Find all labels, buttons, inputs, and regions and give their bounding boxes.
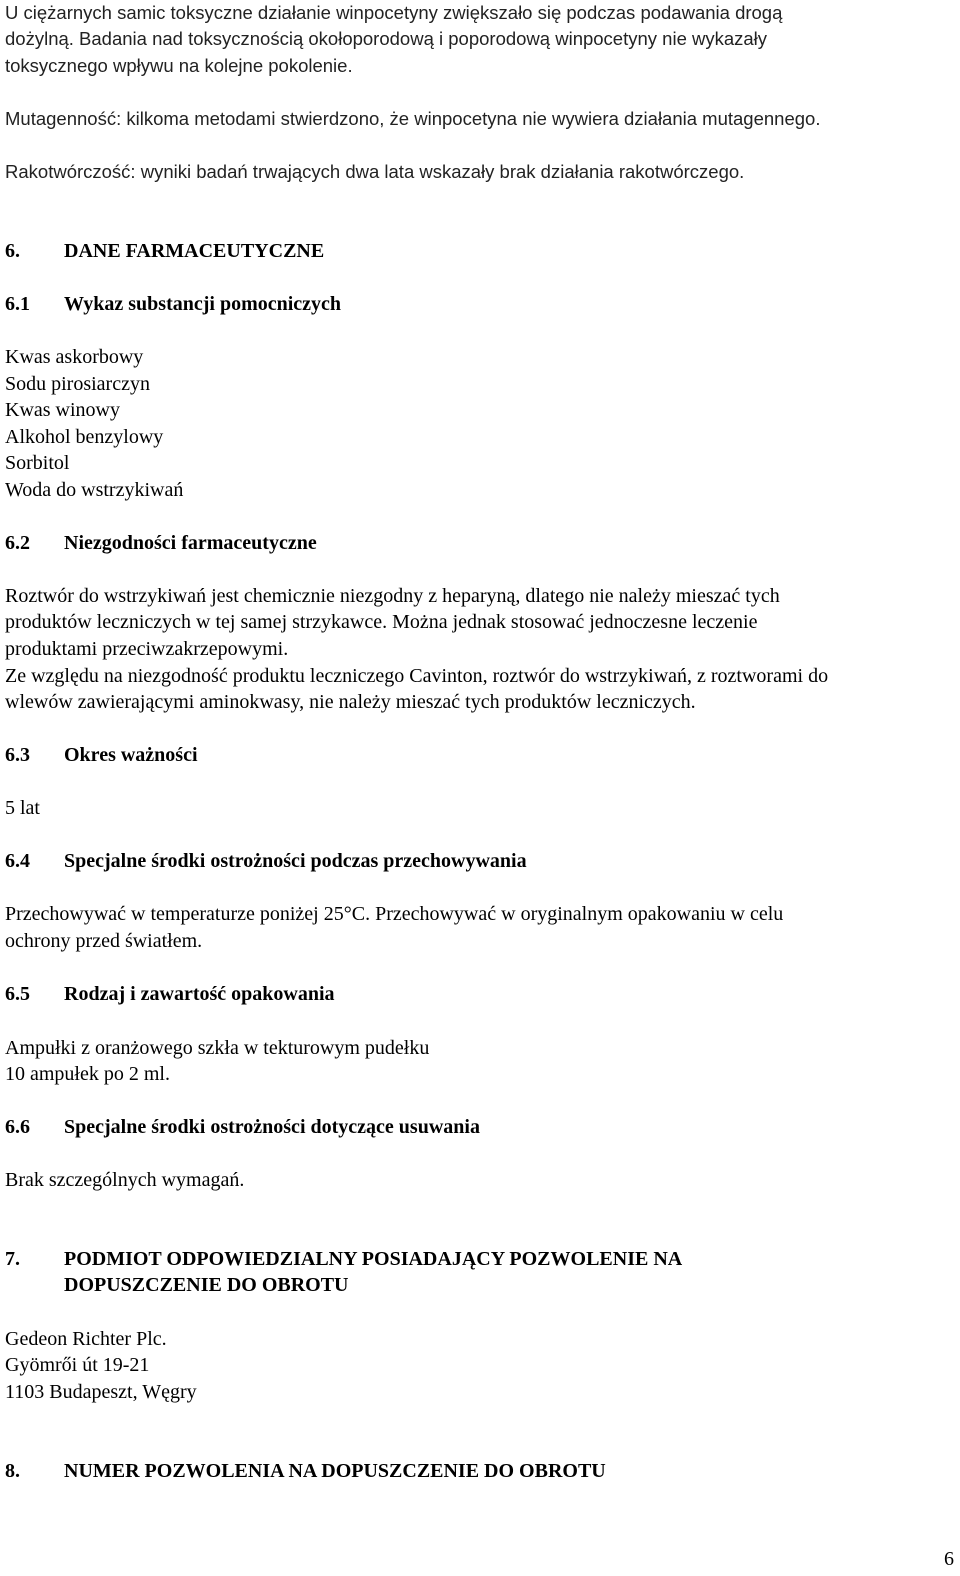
section-6-5-heading xyxy=(5,981,335,1007)
paragraph-line: Roztwór do wstrzykiwań jest chemicznie niezgodny z heparyną, dlatego nie należy mieszać tych xyxy=(5,585,780,607)
section-number: 6.6 xyxy=(5,1116,30,1138)
excipient-item: Alkohol benzylowy xyxy=(5,426,164,448)
paragraph-line: wlewów zawierającymi aminokwasy, nie należy mieszać tych produktów leczniczych. xyxy=(5,691,696,713)
excipient-item: Kwas winowy xyxy=(5,399,120,421)
section-number: 6.1 xyxy=(5,293,30,315)
section-title: Rodzaj i zawartość opakowania xyxy=(64,983,335,1005)
section-title: Specjalne środki ostrożności dotyczące usuwania xyxy=(64,1116,480,1138)
excipient-item: Woda do wstrzykiwań xyxy=(5,479,184,501)
section-6-3-heading xyxy=(5,742,198,768)
section-number: 6. xyxy=(5,240,20,262)
address-line: Gyömrői út 19-21 xyxy=(5,1354,150,1376)
section-number: 6.5 xyxy=(5,983,30,1005)
excipient-item: Kwas askorbowy xyxy=(5,346,144,368)
address-line: 1103 Budapeszt, Węgry xyxy=(5,1381,197,1403)
section-title: Okres ważności xyxy=(64,744,198,766)
section-number: 7. xyxy=(5,1248,20,1270)
section-6-6-heading xyxy=(5,1114,480,1140)
paragraph-line: produktami przeciwzakrzepowymi. xyxy=(5,638,289,660)
paragraph-line: ochrony przed światłem. xyxy=(5,930,203,952)
intro-line-3: toksycznego wpływu na kolejne pokolenie. xyxy=(5,55,353,76)
paragraph-line: 10 ampułek po 2 ml. xyxy=(5,1063,170,1085)
section-number: 6.3 xyxy=(5,744,30,766)
section-7-heading xyxy=(5,1246,683,1296)
mutagenicity-text: Mutagenność: kilkoma metodami stwierdzono, że winpocetyna nie wywiera działania mutagennego. xyxy=(5,108,821,129)
paragraph-line: Ze względu na niezgodność produktu leczniczego Cavinton, roztwór do wstrzykiwań, z roztworami do xyxy=(5,665,829,687)
section-6-1-heading xyxy=(5,291,341,317)
section-6-2-heading xyxy=(5,530,317,556)
section-6-4-heading xyxy=(5,848,527,874)
paragraph-line: Ampułki z oranżowego szkła w tekturowym pudełku xyxy=(5,1037,430,1059)
carcinogenicity-text: Rakotwórczość: wyniki badań trwających dwa lata wskazały brak działania rakotwórczego. xyxy=(5,161,745,182)
section-number: 8. xyxy=(5,1460,20,1482)
intro-line-2: dożylną. Badania nad toksycznością okołoporodową i poporodową winpocetyny nie wykazały xyxy=(5,28,768,49)
section-title: Specjalne środki ostrożności podczas przechowywania xyxy=(64,850,527,872)
section-title-line-2: DOPUSZCZENIE DO OBROTU xyxy=(64,1274,349,1296)
section-title: NUMER POZWOLENIA NA DOPUSZCZENIE DO OBROTU xyxy=(64,1460,606,1482)
section-number: 6.2 xyxy=(5,532,30,554)
page-number: 6 xyxy=(944,1548,954,1570)
excipient-item: Sodu pirosiarczyn xyxy=(5,373,150,395)
section-8-heading xyxy=(5,1458,606,1484)
section-title: Wykaz substancji pomocniczych xyxy=(64,293,342,315)
section-number: 6.4 xyxy=(5,850,30,872)
intro-line-1: U ciężarnych samic toksyczne działanie winpocetyny zwiększało się podczas podawania drogą xyxy=(5,2,783,23)
paragraph-line: produktów leczniczych w tej samej strzykawce. Można jednak stosować jednoczesne leczenie xyxy=(5,611,758,633)
section-title: DANE FARMACEUTYCZNE xyxy=(64,240,325,262)
shelf-life-text: 5 lat xyxy=(5,797,40,819)
address-line: Gedeon Richter Plc. xyxy=(5,1328,167,1350)
disposal-text: Brak szczególnych wymagań. xyxy=(5,1169,245,1191)
section-6-heading xyxy=(5,238,324,264)
section-title-line-1: PODMIOT ODPOWIEDZIALNY POSIADAJĄCY POZWOLENIE NA xyxy=(64,1248,683,1270)
excipient-item: Sorbitol xyxy=(5,452,70,474)
section-title: Niezgodności farmaceutyczne xyxy=(64,532,317,554)
paragraph-line: Przechowywać w temperaturze poniżej 25°C. Przechowywać w oryginalnym opakowaniu w celu xyxy=(5,903,784,925)
